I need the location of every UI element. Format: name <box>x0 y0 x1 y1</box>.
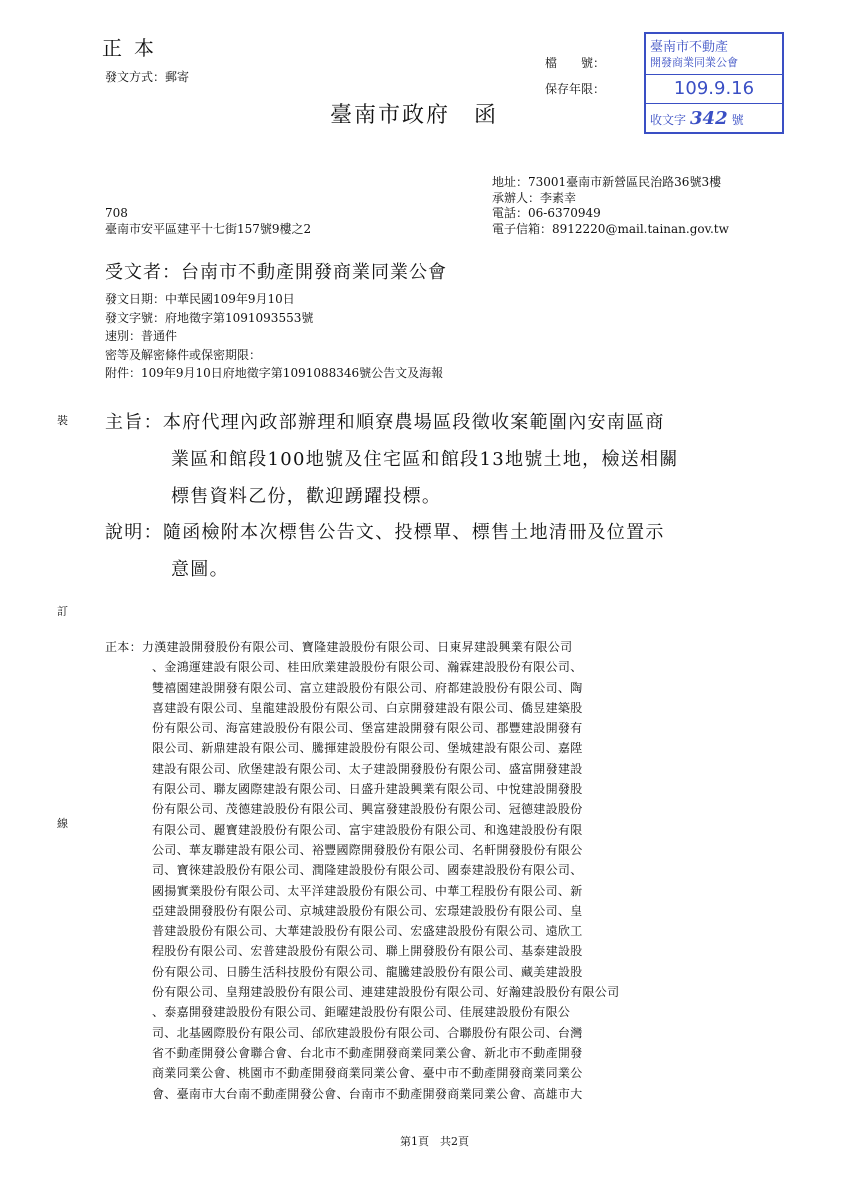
copy-mark: 正本 <box>102 36 166 60</box>
original-copy-line: 省不動產開發公會聯合會、台北市不動產開發商業同業公會、新北市不動產開發 <box>152 1045 583 1060</box>
stamp-receipt-suffix: 號 <box>731 113 744 127</box>
attachment: 附件：109年9月10日府地徵字第1091088346號公告文及海報 <box>105 366 444 380</box>
stamp-org-line2: 開發商業同業公會 <box>650 56 738 69</box>
original-copy-line: 公司、華友聯建設有限公司、裕豐國際開發股份有限公司、名軒開發股份有限公 <box>152 842 583 857</box>
original-copy-line: 正本：力漢建設開發股份有限公司、寶隆建設股份有限公司、日東昇建設興業有限公司 <box>105 640 573 654</box>
subject-line: 主旨：本府代理內政部辦理和順寮農場區段徵收案範圍內安南區商 <box>105 412 665 433</box>
original-copy-line: 份有限公司、皇翔建設股份有限公司、連建建設股份有限公司、好瀚建設股份有限公司 <box>152 985 620 1000</box>
original-copy-line: 限公司、新鼎建設有限公司、騰揮建設股份有限公司、堡城建設有限公司、嘉陞 <box>152 741 583 756</box>
original-copy-line: 國揚實業股份有限公司、太平洋建設股份有限公司、中華工程股份有限公司、新 <box>152 883 583 898</box>
contact-email: 電子信箱：8912220@mail.tainan.gov.tw <box>492 221 729 236</box>
issue-number: 發文字號：府地徵字第1091093553號 <box>105 310 314 325</box>
original-copy-line: 喜建設有限公司、皇龍建設股份有限公司、白京開發建設有限公司、僑昱建築股 <box>152 700 583 715</box>
send-method: 發文方式：郵寄 <box>105 70 190 84</box>
contact-phone: 電話：06-6370949 <box>492 206 601 220</box>
stamp-date: 109.9.16 <box>646 74 782 104</box>
original-copy-line: 有限公司、麗寶建設股份有限公司、富宇建設股份有限公司、和逸建設股份有限 <box>152 822 583 837</box>
speed: 速別：普通件 <box>105 329 178 343</box>
original-copy-line: 、泰嘉開發建設股份有限公司、鉅曜建設股份有限公司、佳展建設股份有限公 <box>152 1005 571 1020</box>
explanation-line: 說明：隨函檢附本次標售公告文、投標單、標售土地清冊及位置示 <box>105 522 665 543</box>
stamp-receipt <box>650 108 744 129</box>
contact-block <box>492 175 729 237</box>
original-copy-line: 雙禧園建設開發有限公司、富立建設股份有限公司、府都建設股份有限公司、陶 <box>152 680 583 695</box>
subject-line: 業區和館段100地號及住宅區和館段13地號土地，檢送相關 <box>171 449 679 470</box>
original-copy-line: 會、臺南市大台南不動產開發公會、台南市不動產開發商業同業公會、高雄市大 <box>152 1086 583 1101</box>
original-copy-list <box>105 637 619 1104</box>
original-copy-line: 司、寶徠建設股份有限公司、潤隆建設股份有限公司、國泰建設股份有限公司、 <box>152 863 583 878</box>
original-copy-line: 、金鴻運建設有限公司、桂田欣業建設股份有限公司、瀚霖建設股份有限公司、 <box>152 660 583 675</box>
original-copy-line: 程股份有限公司、宏普建設股份有限公司、聯上開發股份有限公司、基泰建設股 <box>152 944 583 959</box>
archive-info <box>545 50 605 102</box>
binding-mark-3: 線 <box>57 817 68 830</box>
binding-mark-1: 裝 <box>57 414 68 427</box>
subject <box>105 404 679 515</box>
postal-code: 708 <box>105 206 128 220</box>
original-copy-line: 建設有限公司、欣堡建設有限公司、太子建設開發股份有限公司、盛富開發建設 <box>152 761 583 776</box>
original-copy-line: 亞建設開發股份有限公司、京城建設股份有限公司、宏璟建設股份有限公司、皇 <box>152 903 583 918</box>
contact-handler: 承辦人：李素幸 <box>492 190 577 205</box>
retention-label: 保存年限： <box>545 82 606 96</box>
original-copy-line: 普建設股份有限公司、大華建設股份有限公司、宏盛建設股份有限公司、遠欣工 <box>152 924 583 939</box>
secrecy: 密等及解密條件或保密期限： <box>105 347 262 362</box>
stamp-receipt-label: 收文字 <box>650 113 687 127</box>
document-meta <box>105 290 443 383</box>
original-copy-line: 份有限公司、日勝生活科技股份有限公司、龍騰建設股份有限公司、藏美建設股 <box>152 964 583 979</box>
archive-no-label: 檔 號： <box>545 56 606 70</box>
street-address: 臺南市安平區建平十七街157號9樓之2 <box>105 222 312 236</box>
explanation-line: 意圖。 <box>171 559 229 580</box>
document-title: 臺南市政府 函 <box>330 103 499 128</box>
original-copy-line: 有限公司、聯友國際建設有限公司、日盛升建設興業有限公司、中悅建設開發股 <box>152 782 583 797</box>
stamp-receipt-number: 342 <box>690 108 728 129</box>
original-copy-line: 份有限公司、茂德建設股份有限公司、興富發建設股份有限公司、冠德建設股份 <box>152 802 583 817</box>
original-copy-line: 份有限公司、海富建設股份有限公司、堡富建設開發有限公司、郡豐建設開發有 <box>152 721 583 736</box>
page-number: 第1頁 共2頁 <box>400 1135 469 1148</box>
original-copy-line: 商業同業公會、桃園市不動產開發商業同業公會、臺中市不動產開發商業同業公 <box>152 1066 583 1081</box>
recipient-address <box>105 205 311 237</box>
explanation <box>105 514 665 588</box>
original-copy-line: 司、北基國際股份有限公司、邰欣建設股份有限公司、合聯股份有限公司、台灣 <box>152 1025 583 1040</box>
receipt-stamp <box>644 32 784 134</box>
issue-date: 發文日期：中華民國109年9月10日 <box>105 292 295 306</box>
contact-address: 地址：73001臺南市新營區民治路36號3樓 <box>492 175 722 189</box>
recipient: 受文者：台南市不動產開發商業同業公會 <box>105 262 447 283</box>
binding-mark-2: 訂 <box>57 605 68 618</box>
stamp-org-line1: 臺南市不動產 <box>650 40 729 55</box>
subject-line: 標售資料乙份，歡迎踴躍投標。 <box>171 486 442 507</box>
